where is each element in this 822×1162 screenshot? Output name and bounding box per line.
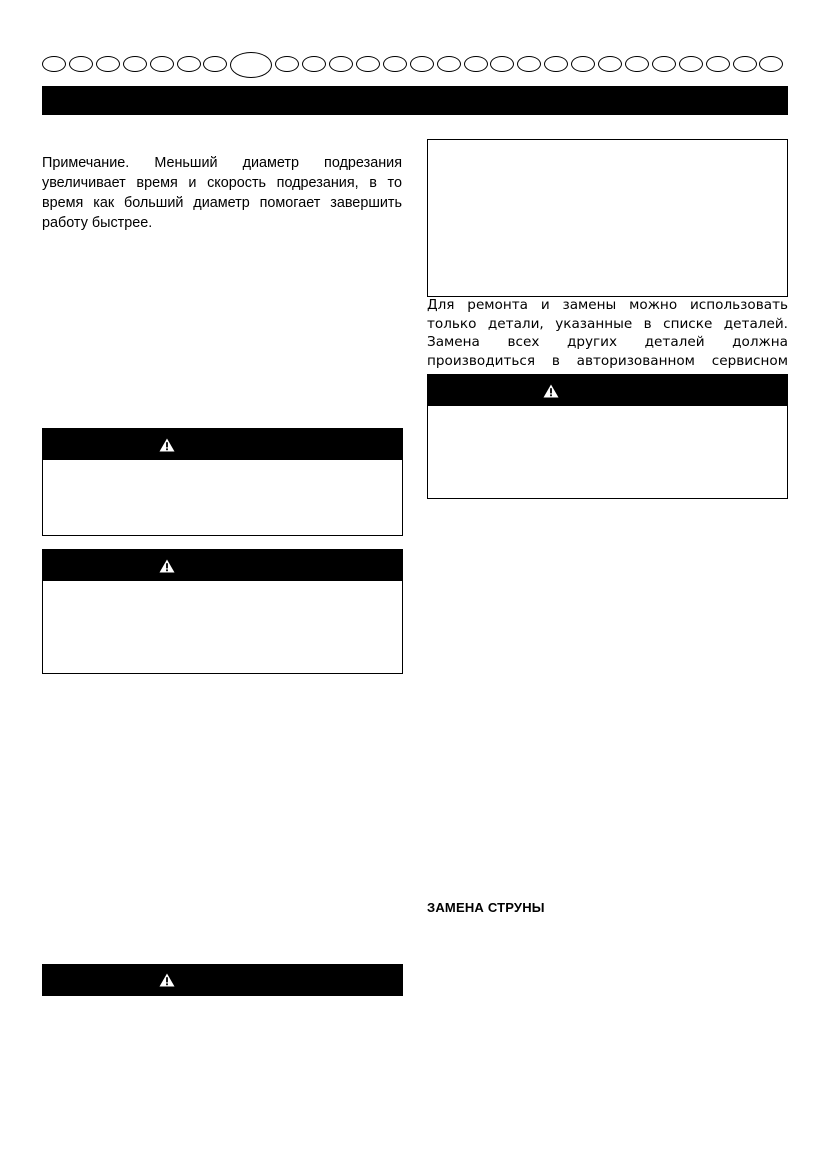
language-tab [203,56,227,72]
language-tab [464,56,488,72]
language-tab [759,56,783,72]
warning-box-right [427,374,788,499]
language-tab [96,56,120,72]
warning-triangle-icon [543,384,559,398]
language-tab [517,56,541,72]
warning-box-2 [42,549,403,674]
empty-frame [427,139,788,297]
warning-header-3 [42,964,403,996]
warning-header [43,429,402,460]
warning-triangle-icon [159,438,175,452]
warning-header [43,550,402,581]
language-tab [679,56,703,72]
language-tab [69,56,93,72]
language-tab [410,56,434,72]
language-tab [652,56,676,72]
language-tab [706,56,730,72]
language-tab [733,56,757,72]
language-tab [329,56,353,72]
section-heading: ЗАМЕНА СТРУНЫ [427,900,545,915]
language-tab [302,56,326,72]
warning-triangle-icon [159,973,175,987]
warning-header [428,375,787,406]
language-tab [42,56,66,72]
language-tab [150,56,174,72]
language-tab [177,56,201,72]
language-tab [625,56,649,72]
language-tab [275,56,299,72]
language-tab [544,56,568,72]
warning-box-1 [42,428,403,536]
header-bar [42,86,788,115]
language-tab [356,56,380,72]
language-tab [383,56,407,72]
language-tabs [40,52,788,82]
language-tab [598,56,622,72]
language-tab [490,56,514,72]
parts-paragraph: Для ремонта и замены можно использовать только детали, указанные в списке деталей. Замена всех других деталей должна производиться в авторизованном сервисном [427,297,788,369]
warning-triangle-icon [159,559,175,573]
language-tab [437,56,461,72]
language-tab [571,56,595,72]
note-paragraph: Примечание. Меньший диаметр подрезания увеличивает время и скорость подрезания, в то время как больший диаметр помогает завершить работу быстрее. [42,155,402,231]
language-tab [123,56,147,72]
language-tab-active [230,52,272,78]
